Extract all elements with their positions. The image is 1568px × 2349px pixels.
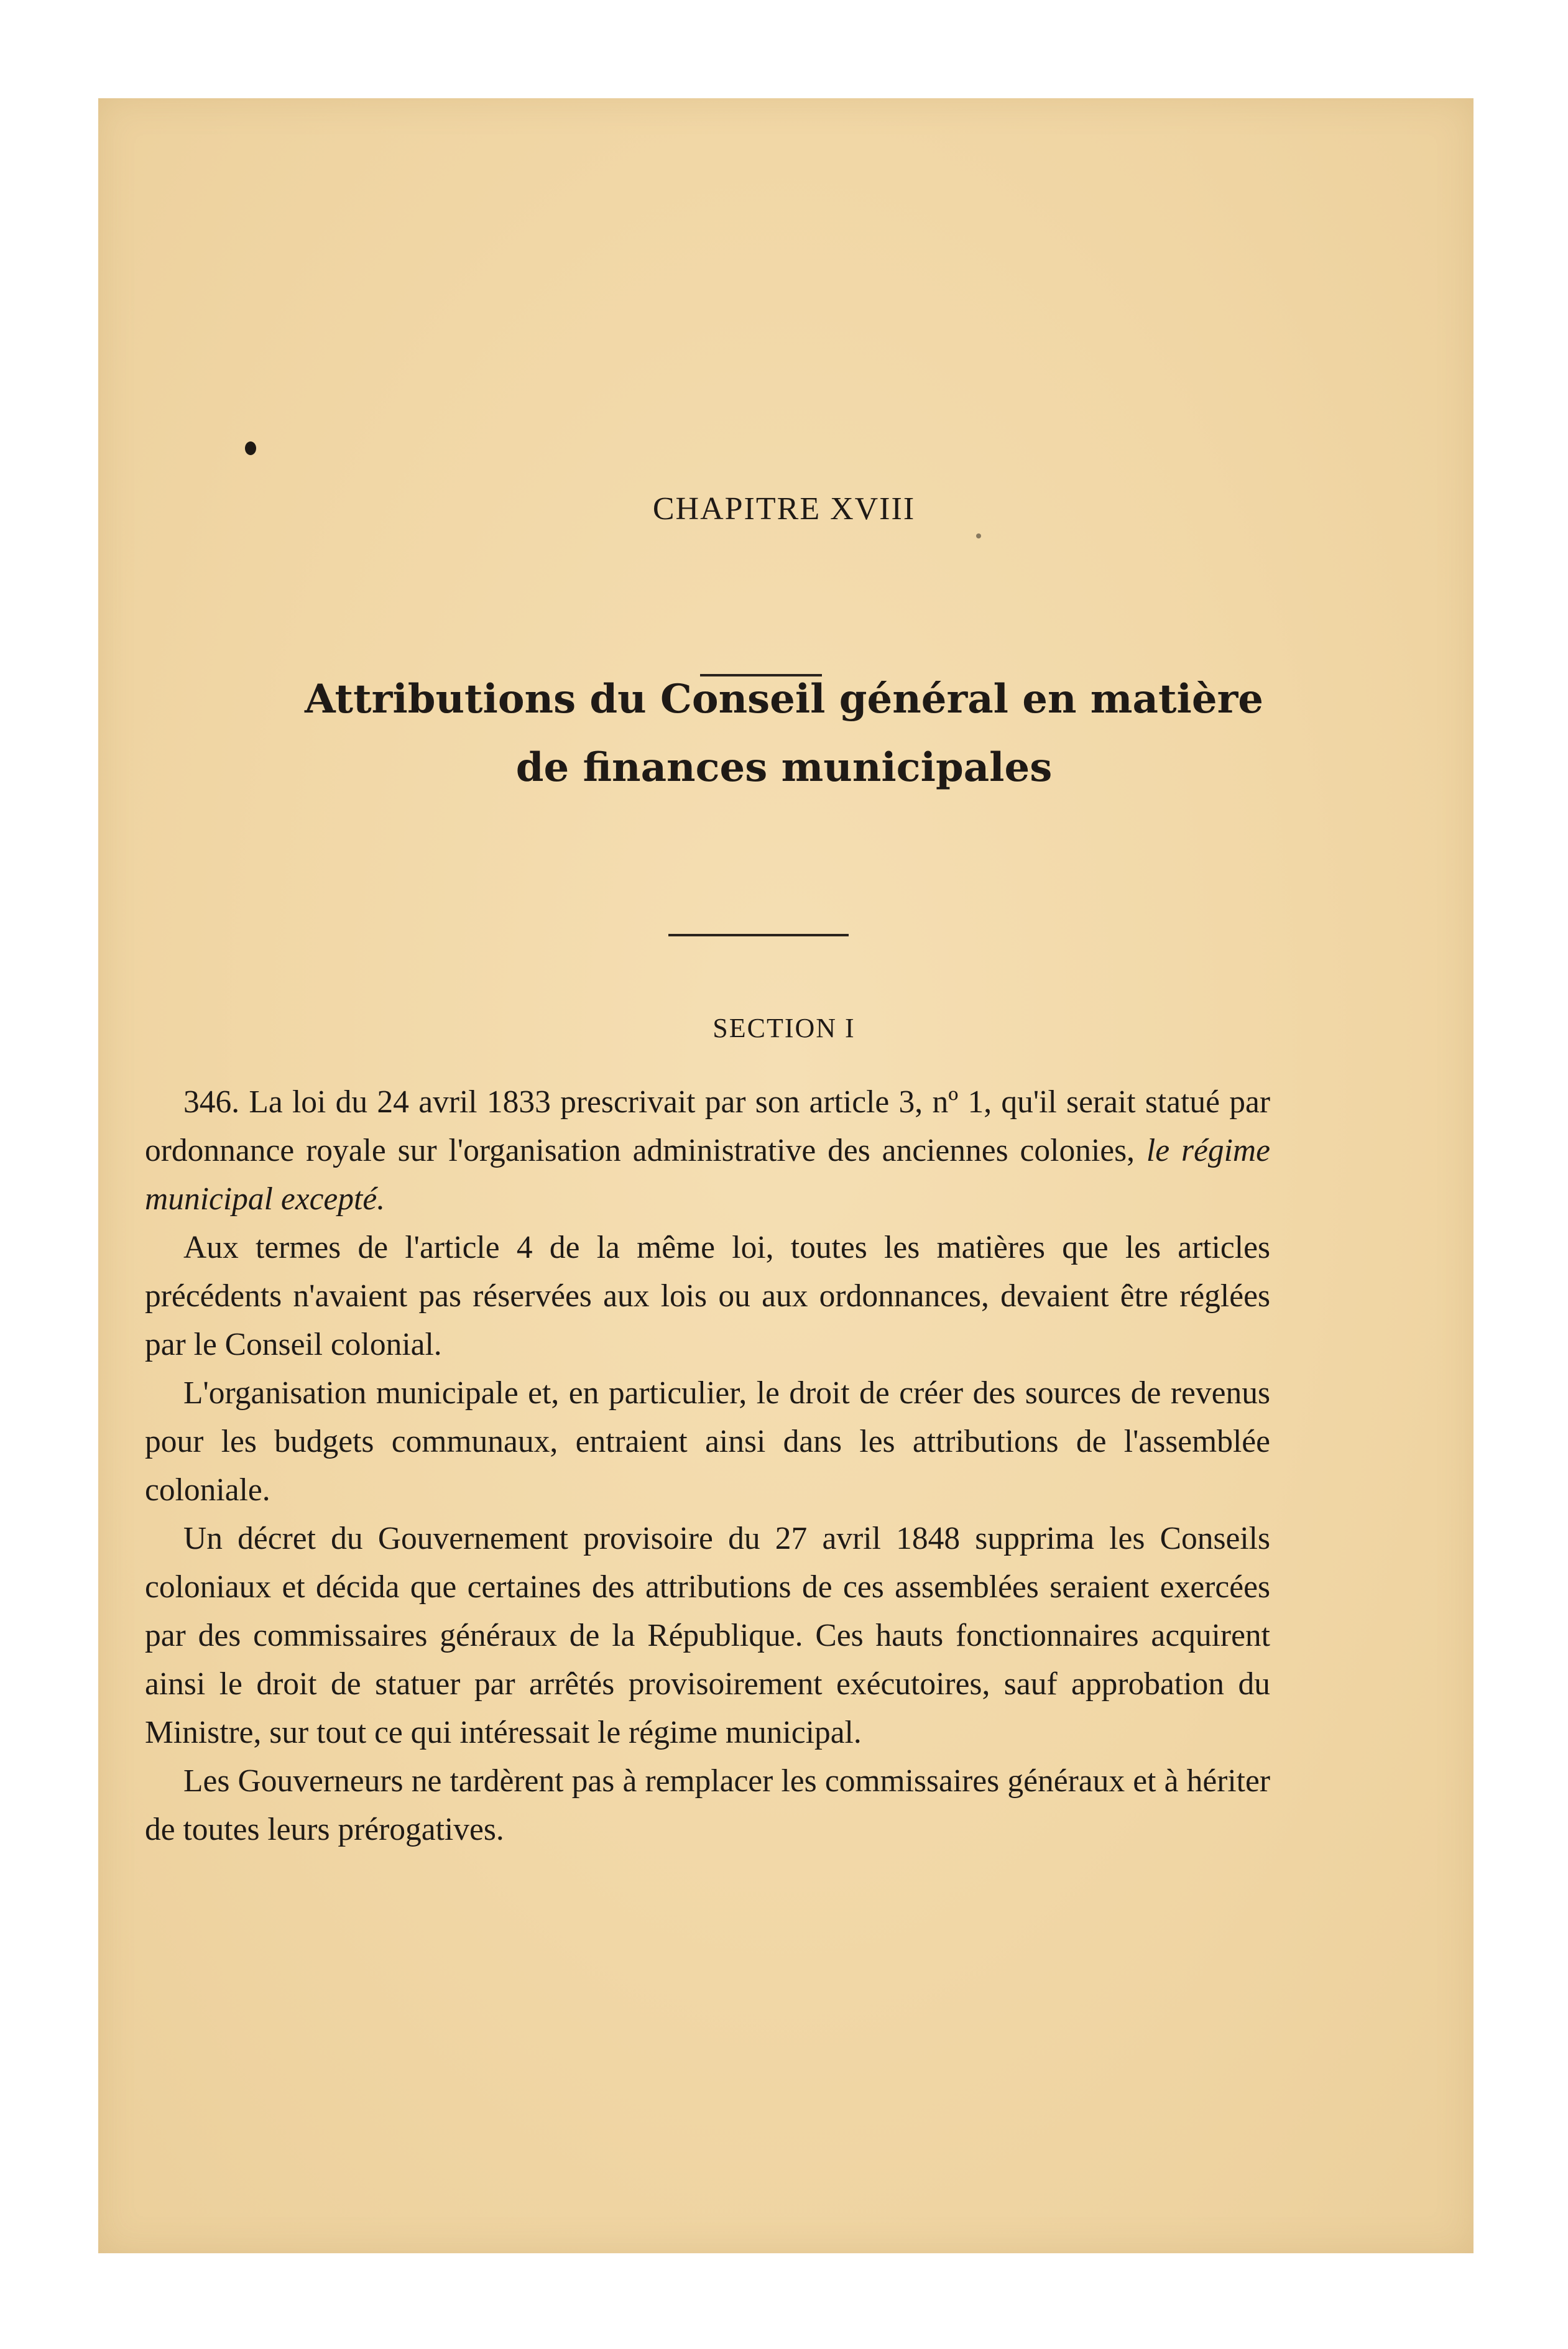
title-rule	[668, 934, 849, 936]
paragraph-346-text: 346. La loi du 24 avril 1833 prescrivait par son article 3, nº 1, qu'il serait statué par ordonnance royale sur l'organisation administrative des anciennes colonies,	[145, 1084, 1270, 1168]
chapter-heading: CHAPITRE XVIII	[652, 491, 916, 527]
paragraph-3: L'organisation municipale et, en particulier, le droit de créer des sources de revenus pour les budgets communaux, entraient ainsi dans les attributions de l'assemblée coloniale.	[145, 1375, 1270, 1508]
body-text	[145, 1078, 1270, 1854]
paragraph-346	[145, 1078, 1270, 1224]
section-heading: SECTION I	[713, 1013, 855, 1043]
paragraph-2: Aux termes de l'article 4 de la même loi, toutes les matières que les articles précédents n'avaient pas réservées aux lois ou aux ordonnances, devaient être réglées par le Conseil colonial.	[145, 1230, 1270, 1362]
ink-speck	[245, 441, 256, 455]
chapter-title-line-1: Attributions du Conseil général en matière	[305, 676, 1263, 722]
paragraph-346-italic: le régime municipal excepté.	[145, 1133, 1270, 1217]
ink-speck	[976, 533, 981, 538]
paragraph-5: Les Gouverneurs ne tardèrent pas à remplacer les commissaires généraux et à hériter de toutes leurs prérogatives.	[145, 1763, 1270, 1847]
chapter-title-line-2: de finances municipales	[515, 744, 1053, 791]
paragraph-4: Un décret du Gouvernement provisoire du 27 avril 1848 supprima les Conseils coloniaux et décida que certaines des attributions de ces assemblées seraient exercées par des commissaires généraux de la République. Ces hauts fonctionnaires acquirent ainsi le droit de statuer par arrêtés provisoirement exécutoires, sauf approbation du Ministre, sur tout ce qui intéressait le régime municipal.	[145, 1521, 1270, 1750]
chapter-title	[0, 665, 1568, 802]
